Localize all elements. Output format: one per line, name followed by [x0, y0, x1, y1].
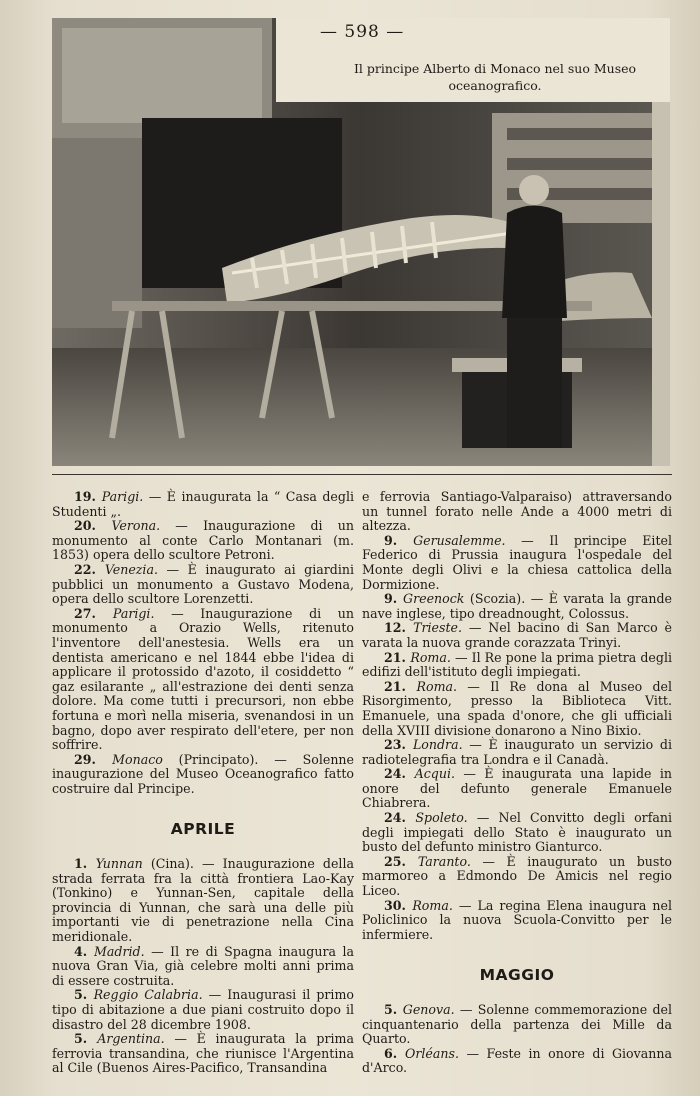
- entry-day: 21.: [384, 678, 417, 694]
- entry-day: 5.: [74, 987, 94, 1003]
- entry-place: Yunnan: [95, 856, 143, 872]
- entry-day: 22.: [74, 561, 105, 577]
- entry-text: — La regina Elena inaugura nel Policlinico la nuova Scuola-Convitto per le infermiere.: [362, 897, 673, 942]
- entry: [362, 1047, 672, 1076]
- entry-day: 20.: [74, 518, 112, 534]
- entry-day: 24.: [384, 766, 415, 782]
- entry-place: Orléans.: [405, 1045, 459, 1061]
- entry-place: Parigi.: [101, 489, 144, 504]
- entry: [52, 753, 354, 797]
- entry: [52, 563, 354, 607]
- entry-text: — Inaugurazione di un monumento al conte Carlo Montanari (m. 1853) opera dello scultore Petroni.: [52, 518, 354, 563]
- entry-place: Roma.: [410, 649, 451, 665]
- entry-place: Gerusalemme.: [413, 532, 506, 548]
- entry: [362, 534, 672, 592]
- may-entries: [362, 1003, 672, 1076]
- entry-place: Acqui.: [414, 766, 456, 782]
- entry-text: — Inaugurazione di un monumento a Orazio Wells, ritenuto l'inventore dell'anestesia. Wells era un dentista americano e nel 1844 ebbe l'idea di applicare il protossido d'azoto, il cosiddetto “ gaz esilarante „ all'estrazione dei denti senza dolore. Ma come tutti i precursori, non ebbe fortuna e morì nella miseria, svenandosi in un bagno, dopo aver respirato dell'etere, per non soffrire.: [52, 605, 355, 753]
- entry: [362, 621, 672, 650]
- entry: [362, 680, 672, 738]
- heading-may: MAGGIO: [479, 966, 555, 985]
- entry: [52, 857, 354, 945]
- entry-day: 1.: [74, 856, 96, 872]
- april-entries-continued: [362, 534, 672, 943]
- caption-line-2: oceanografico.: [448, 78, 542, 93]
- entry-text: — È inaugurata la prima ferrovia transandina, che riunisce l'Argentina al Cile (Buenos Aires-Pacifico, Transandina: [52, 1031, 354, 1076]
- entry-day: 9.: [384, 591, 404, 607]
- entry-day: 30.: [384, 897, 413, 913]
- entry: [362, 767, 672, 811]
- entry-text: — Il principe Eitel Federico di Prussia inaugura l'ospedale del Monte degli Olivi e la chiesa cattolica della Dormizione.: [362, 532, 672, 592]
- entry-day: 5.: [74, 1031, 98, 1047]
- continued-entry: e ferrovia Santiago-Valparaiso) attraversando un tunnel forato nelle Ande a 4000 metri di altezza.: [362, 489, 672, 534]
- entry-day: 12.: [384, 620, 414, 636]
- march-entries: [52, 490, 354, 796]
- entry-place: Parigi.: [112, 605, 155, 621]
- entry-text: — Il Re dona al Museo del Risorgimento, presso la Biblioteca Vitt. Emanuele, una spada d'onore, che gli ufficiali della XVIII divisione donarono a Nino Bixio.: [362, 678, 672, 738]
- entry-place: Roma.: [416, 678, 458, 694]
- entry-text: (Cina). — Inaugurazione della strada ferrata fra la città frontiera Lao-Kay (Tonkino) e Yunnan-Sen, capitale della provincia di Yunnan, che sarà una delle più importanti vie di penetrazione nella Cina meridionale.: [52, 856, 354, 945]
- entry: [52, 1032, 354, 1076]
- entry: [52, 490, 354, 519]
- entry-place: Verona.: [111, 518, 161, 534]
- entry-day: 29.: [74, 751, 113, 767]
- entry-place: Spoleto.: [415, 810, 468, 826]
- entry: [362, 738, 672, 767]
- entry-place: Monaco: [112, 751, 163, 767]
- entry-day: 5.: [384, 1002, 403, 1017]
- entry-place: Roma.: [412, 897, 453, 913]
- entry-text: — È inaugurato un busto marmoreo a Edmondo De Amicis nel regio Liceo.: [362, 853, 673, 899]
- april-entries: [52, 857, 354, 1076]
- entry-day: 24.: [384, 810, 416, 826]
- entry-place: Londra.: [412, 737, 463, 753]
- entry-day: 9.: [384, 532, 414, 548]
- entry-place: Taranto.: [417, 853, 471, 869]
- entry-place: Trieste.: [413, 620, 462, 636]
- entry-text: — Feste in onore di Giovanna d'Arco.: [362, 1045, 672, 1076]
- entry-place: Greenock: [403, 591, 465, 607]
- entry-place: Venezia.: [104, 561, 158, 577]
- entry-day: 19.: [74, 489, 102, 504]
- entry-text: (Principato). — Solenne inaugurazione del Museo Oceanografico fatto costruire dal Principe.: [52, 751, 354, 796]
- entry-text: — Nel bacino di San Marco è varata la nuova grande corazzata Trinyi.: [362, 620, 672, 650]
- entry-day: 27.: [74, 605, 113, 621]
- entry-place: Madrid.: [94, 943, 145, 959]
- entry-text: — Solenne commemorazione del cinquantenario della partenza dei Mille da Quarto.: [362, 1002, 672, 1047]
- entry-text: — È inaugurato un servizio di radiotelegrafia tra Londra e il Canadà.: [362, 737, 672, 767]
- entry-place: Reggio Calabria.: [93, 987, 203, 1003]
- entry-text: — Il re di Spagna inaugura la nuova Gran Via, già celebre molti anni prima di essere costruita.: [52, 943, 354, 988]
- entry: [52, 607, 354, 753]
- entry-text: — È inaugurato ai giardini pubblici un monumento a Gustavo Modena, opera dello scultore Lorenzetti.: [52, 561, 354, 607]
- page-number: — 598 —: [320, 22, 405, 42]
- entry-text: — È inaugurata la “ Casa degli Studenti „.: [52, 489, 355, 519]
- entry: [362, 1003, 672, 1047]
- entry-place: Genova.: [402, 1002, 455, 1017]
- entry: [52, 945, 354, 989]
- entry-text: — Inaugurasi il primo tipo di abitazione a due piani costruito dopo il disastro del 28 dicembre 1908.: [52, 987, 354, 1032]
- photo-caption: [300, 60, 690, 94]
- entry: [52, 519, 354, 563]
- entry-day: 4.: [74, 943, 95, 959]
- entry-text: (Scozia). — È varata la grande nave inglese, tipo dreadnought, Colossus.: [362, 591, 672, 621]
- divider-rule: [52, 474, 672, 475]
- entry: [362, 855, 672, 899]
- caption-line-1: Il principe Alberto di Monaco nel suo Museo: [353, 61, 637, 76]
- entry: [362, 899, 672, 943]
- entry-text: — È inaugurata una lapide in onore del defunto generale Emanuele Chiabrera.: [362, 766, 673, 811]
- heading-april: APRILE: [170, 820, 236, 839]
- entry: [362, 811, 672, 855]
- entry-place: Argentina.: [97, 1031, 165, 1047]
- entry-day: 21.: [384, 649, 411, 665]
- entry-day: 6.: [384, 1045, 406, 1061]
- entry-day: 23.: [384, 737, 413, 753]
- entry-text: — Il Re pone la prima pietra degli edifizi dell'istituto degli impiegati.: [362, 649, 673, 680]
- entry-day: 25.: [384, 853, 418, 869]
- entry-text: — Nel Convitto degli orfani degli impiegati dello Stato è inaugurato un busto del defunto ministro Gianturco.: [362, 810, 673, 855]
- entry: [362, 651, 672, 680]
- entry: [52, 988, 354, 1032]
- entry: [362, 592, 672, 621]
- right-column: [362, 490, 672, 1076]
- left-column: [52, 490, 354, 1076]
